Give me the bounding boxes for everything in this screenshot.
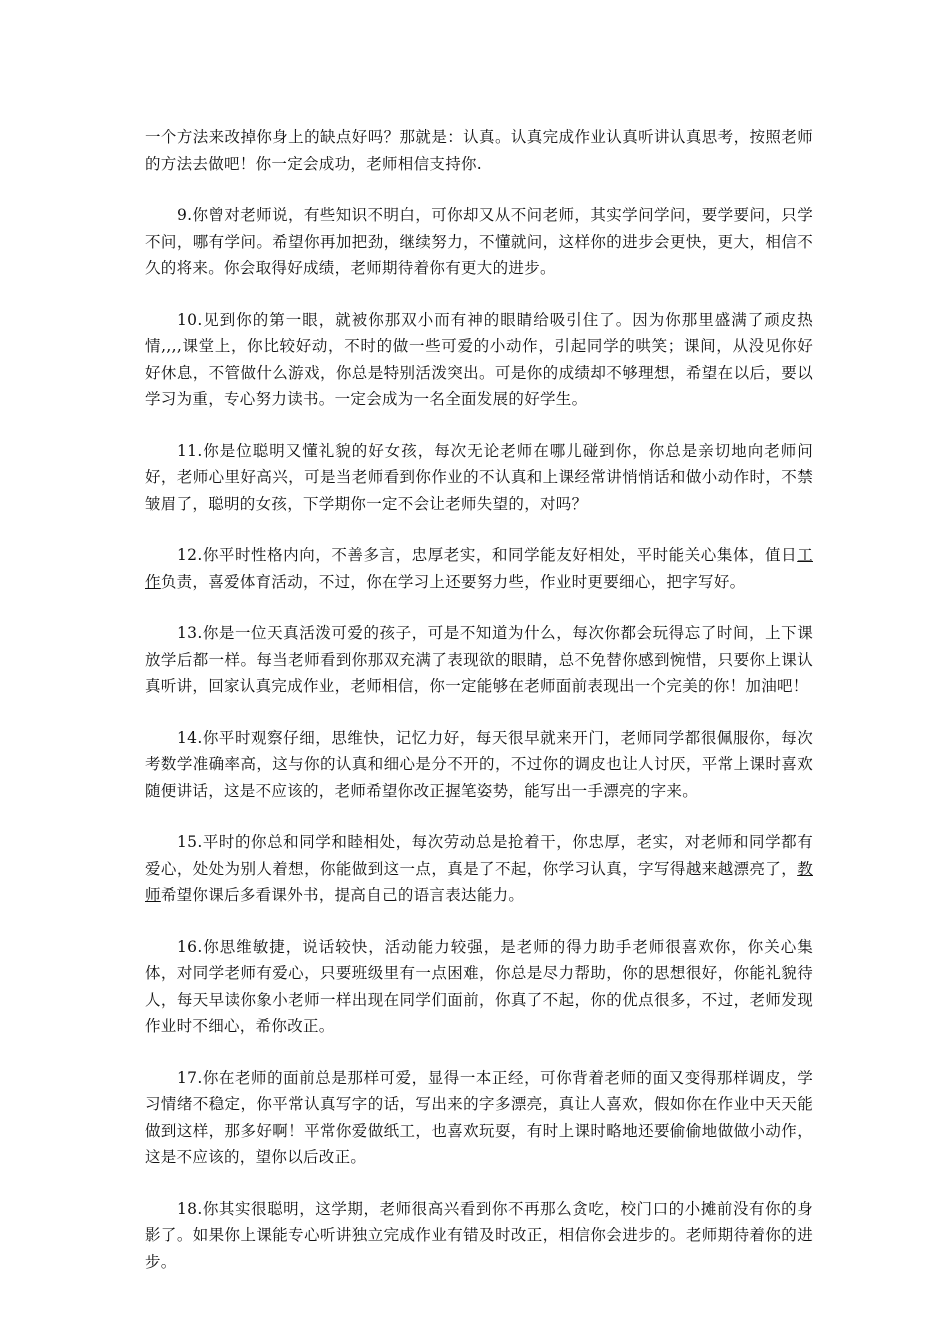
comment-paragraph [145,542,813,595]
comment-paragraph [145,307,813,413]
paragraph-text: 11.你是位聪明又懂礼貌的好女孩，每次无论老师在哪儿碰到你，你总是亲切地向老师问好，老师心里好高兴，可是当老师看到你作业的不认真和上课经常讲悄悄话和做小动作时，不禁皱眉了，聪明的女孩，下学期你一定不会让老师失望的，对吗？ [145,441,813,513]
paragraph-text: 17.你在老师的面前总是那样可爱，显得一本正经，可你背着老师的面又变得那样调皮，学习情绪不稳定，你平常认真写字的话，写出来的字多漂亮，真让人喜欢，假如你在作业中天天能做到这样，那多好啊！平常你爱做纸工，也喜欢玩耍，有时上课时略地还要偷偷地做做小动作，这是不应该的，望你以后改正。 [145,1068,813,1166]
paragraph-text: 18.你其实很聪明，这学期，老师很高兴看到你不再那么贪吃，校门口的小摊前没有你的身影了。如果你上课能专心听讲独立完成作业有错及时改正，相信你会进步的。老师期待着你的进步。 [145,1199,813,1271]
paragraph-text: 15.平时的你总和同学和睦相处，每次劳动总是抢着干，你忠厚，老实，对老师和同学都有爱心，处处为别人着想，你能做到这一点，真是了不起，你学习认真，字写得越来越漂亮了， [145,833,813,878]
paragraph-text: 希望你课后多看课外书，提高自己的语言表达能力。 [160,886,525,904]
comment-paragraph [145,124,813,177]
paragraph-text: 10.见到你的第一眼，就被你那双小而有神的眼睛给吸引住了。因为你那里盛满了顽皮热情,,,,课堂上，你比较好动，不时的做一些可爱的小动作，引起同学的哄笑；课间，从没见你好好休息，不管做什么游戏，你总是特别活泼突出。可是你的成绩却不够理想，希望在以后，要以学习为重，专心努力读书。一定会成为一名全面发展的好学生。 [145,310,813,408]
comment-paragraph [145,1196,813,1276]
comment-paragraph [145,934,813,1040]
comment-paragraph [145,620,813,700]
comment-paragraph [145,829,813,909]
hyperlink-text[interactable]: 工作 [145,546,813,591]
hyperlink-text[interactable]: 教师 [145,859,813,904]
comment-paragraph [145,202,813,282]
comment-paragraph [145,1065,813,1171]
paragraph-text: 9.你曾对老师说，有些知识不明白，可你却又从不问老师，其实学问学问，要学要问，只学不问，哪有学问。希望你再加把劲，继续努力，不懂就问，这样你的进步会更快，更大，相信不久的将来。你会取得好成绩，老师期待着你有更大的进步。 [145,206,813,277]
comment-paragraph [145,725,813,805]
document-page [145,124,813,1300]
comment-paragraph [145,438,813,518]
paragraph-text: 12.你平时性格内向，不善多言，忠厚老实，和同学能友好相处，平时能关心集体，值日 [177,546,798,564]
paragraph-text: 13.你是一位天真活泼可爱的孩子，可是不知道为什么，每次你都会玩得忘了时间，上下课放学后都一样。每当老师看到你那双充满了表现欲的眼睛，总不免替你感到惋惜，只要你上课认真听讲，回家认真完成作业，老师相信，你一定能够在老师面前表现出一个完美的你！加油吧！ [145,624,813,695]
paragraph-text: 负责，喜爱体育活动，不过，你在学习上还要努力些，作业时更要细心，把字写好。 [160,572,746,591]
paragraph-text: 14.你平时观察仔细，思维快，记忆力好，每天很早就来开门，老师同学都很佩服你，每次考数学准确率高，这与你的认真和细心是分不开的，不过你的调皮也让人讨厌，平常上课时喜欢随便讲话，这是不应该的，老师希望你改正握笔姿势，能写出一手漂亮的字来。 [145,728,813,800]
paragraph-text: 一个方法来改掉你身上的缺点好吗？那就是：认真。认真完成作业认真听讲认真思考，按照老师的方法去做吧！你一定会成功，老师相信支持你. [145,128,813,173]
paragraph-text: 16.你思维敏捷，说话较快，活动能力较强，是老师的得力助手老师很喜欢你，你关心集体，对同学老师有爱心，只要班级里有一点困难，你总是尽力帮助，你的思想很好，你能礼貌待人，每天早读你象小老师一样出现在同学们面前，你真了不起，你的优点很多，不过，老师发现作业时不细心，希你改正。 [145,937,813,1035]
